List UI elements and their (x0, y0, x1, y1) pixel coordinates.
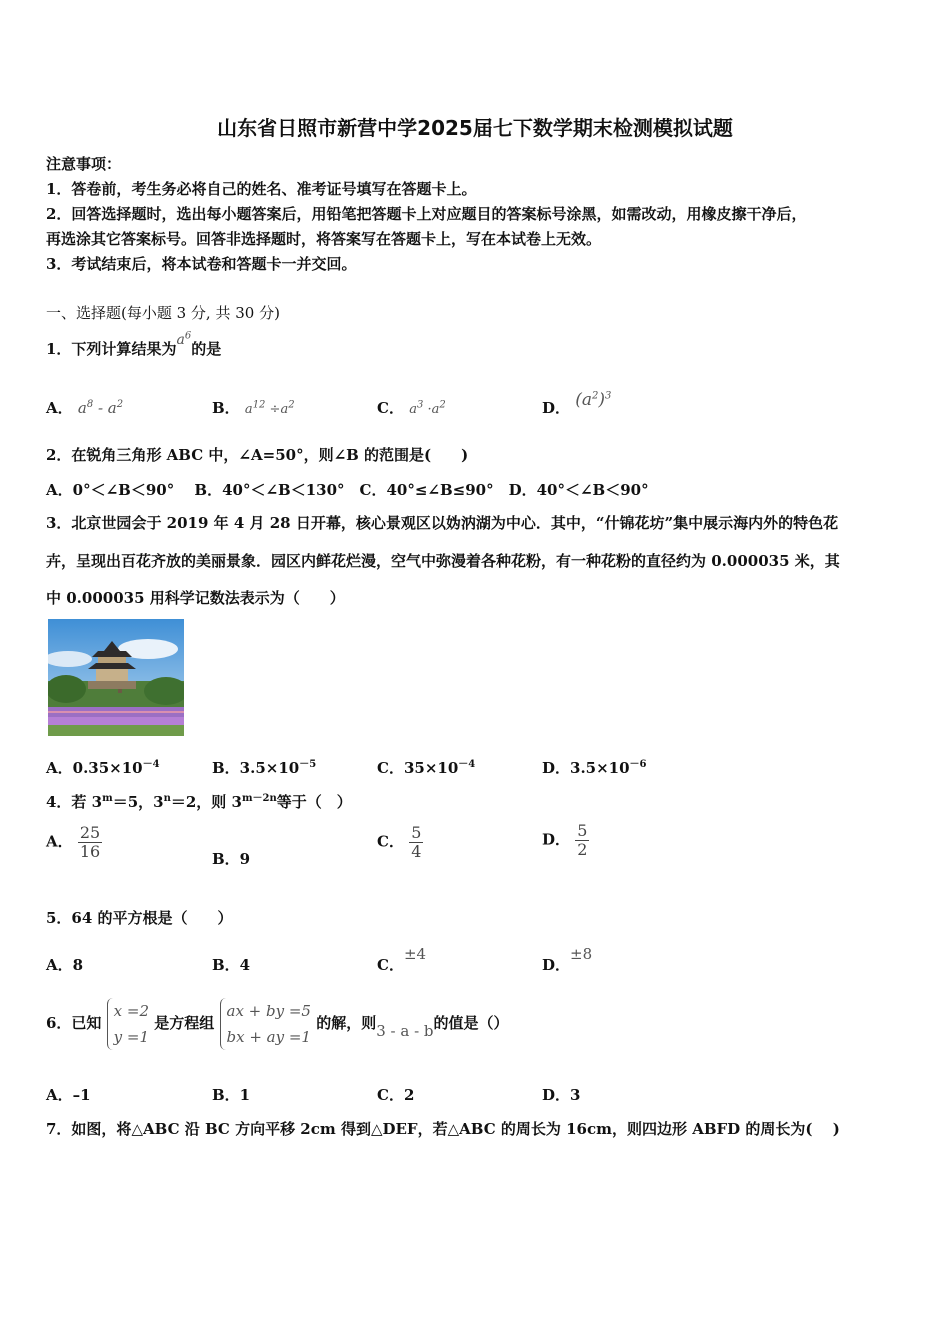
q5-option-c[interactable]: C．±4 (377, 945, 427, 974)
garden-pavilion-photo (48, 619, 184, 736)
q6-option-a[interactable]: A．–1 (46, 1086, 91, 1104)
q4-option-c[interactable]: C． $\frac{5}{4}$ (377, 823, 422, 861)
q1-option-c[interactable]: C． $a^3 \cdot a^2$ (377, 399, 446, 417)
notice-heading: 注意事项： (46, 155, 122, 173)
equation-system: ax + by =5 bx + ay =1 (220, 998, 311, 1050)
question-6: 6．已知 x =2 y =1 是方程组 ax + by =5 bx + ay =1 的解，则3 - a - b的值是（） (46, 998, 509, 1050)
q3-option-d[interactable]: D．$3.5\times 10^{-6}$ (542, 759, 647, 777)
question-2: 2．在锐角三角形 ABC 中，∠A=50°，则∠B 的范围是( ) (46, 446, 469, 464)
q3-option-c[interactable]: C．$35\times 10^{-4}$ (377, 759, 476, 777)
question-7: 7．如图，将△ABC 沿 BC 方向平移 2cm 得到△DEF，若△ABC 的周长为 16cm，则四边形 ABFD 的周长为( ) (46, 1120, 840, 1138)
q1-option-a[interactable]: A． $a^8 - a^2$ (46, 399, 124, 417)
notice-item-3: 3．考试结束后，将本试卷和答题卡一并交回。 (46, 255, 357, 273)
page-title: 山东省日照市新营中学2025届七下数学期末检测模拟试题 (217, 116, 733, 140)
q1-option-b[interactable]: B． $a^{12} \div a^2$ (212, 399, 295, 417)
notice-item-2-cont: 再选涂其它答案标号。回答非选择题时，将答案写在答题卡上，写在本试卷上无效。 (46, 230, 602, 248)
q4-option-d[interactable]: D． $\frac{5}{2}$ (542, 821, 588, 859)
question-5: 5．64 的平方根是（ ） (46, 909, 233, 927)
notice-item-2: 2．回答选择题时，选出每小题答案后，用铅笔把答题卡上对应题目的答案标号涂黑，如需改动，用橡皮擦干净后， (46, 205, 807, 223)
question-4: 4．若 $3^m=5$，$3^n=2$，则 $3^{m-2n}$等于（ ） (46, 793, 352, 811)
question-1: 1．下列计算结果为$a^6$的是 (46, 330, 222, 358)
q5-option-d[interactable]: D．±8 (542, 945, 593, 974)
q3-option-b[interactable]: B．$3.5\times 10^{-5}$ (212, 759, 317, 777)
system-solution: x =2 y =1 (107, 998, 149, 1050)
q2-options[interactable]: A．0°＜∠B＜90° B．40°＜∠B＜130° C．40°≤∠B≤90° D．40°＜∠B＜90° (46, 481, 649, 499)
q3-option-a[interactable]: A．$0.35\times 10^{-4}$ (46, 759, 160, 777)
q5-option-a[interactable]: A．8 (46, 956, 84, 974)
question-3-line-2: 卉，呈现出百花齐放的美丽景象．园区内鲜花烂漫，空气中弥漫着各种花粉，有一种花粉的直径约为 0.000035 米，其 (46, 552, 840, 570)
section-heading: 一、选择题(每小题 3 分, 共 30 分) (46, 304, 280, 322)
q4-option-a[interactable]: A． $\frac{25}{16}$ (46, 823, 101, 861)
q6-option-d[interactable]: D．3 (542, 1086, 581, 1104)
question-3-line-1: 3．北京世园会于 2019 年 4 月 28 日开幕，核心景观区以妫汭湖为中心．其中，“什锦花坊”集中展示海内外的特色花 (46, 514, 839, 532)
q5-option-b[interactable]: B．4 (212, 956, 251, 974)
question-3-line-3: 中 0.000035 用科学记数法表示为（ ） (46, 589, 345, 607)
q1-option-d[interactable]: D． $(a^2)^3$ (542, 390, 612, 417)
notice-item-1: 1．答卷前，考生务必将自己的姓名、准考证号填写在答题卡上。 (46, 180, 477, 198)
q6-option-c[interactable]: C．2 (377, 1086, 415, 1104)
q4-option-b[interactable]: B．9 (212, 850, 251, 868)
q6-option-b[interactable]: B．1 (212, 1086, 251, 1104)
